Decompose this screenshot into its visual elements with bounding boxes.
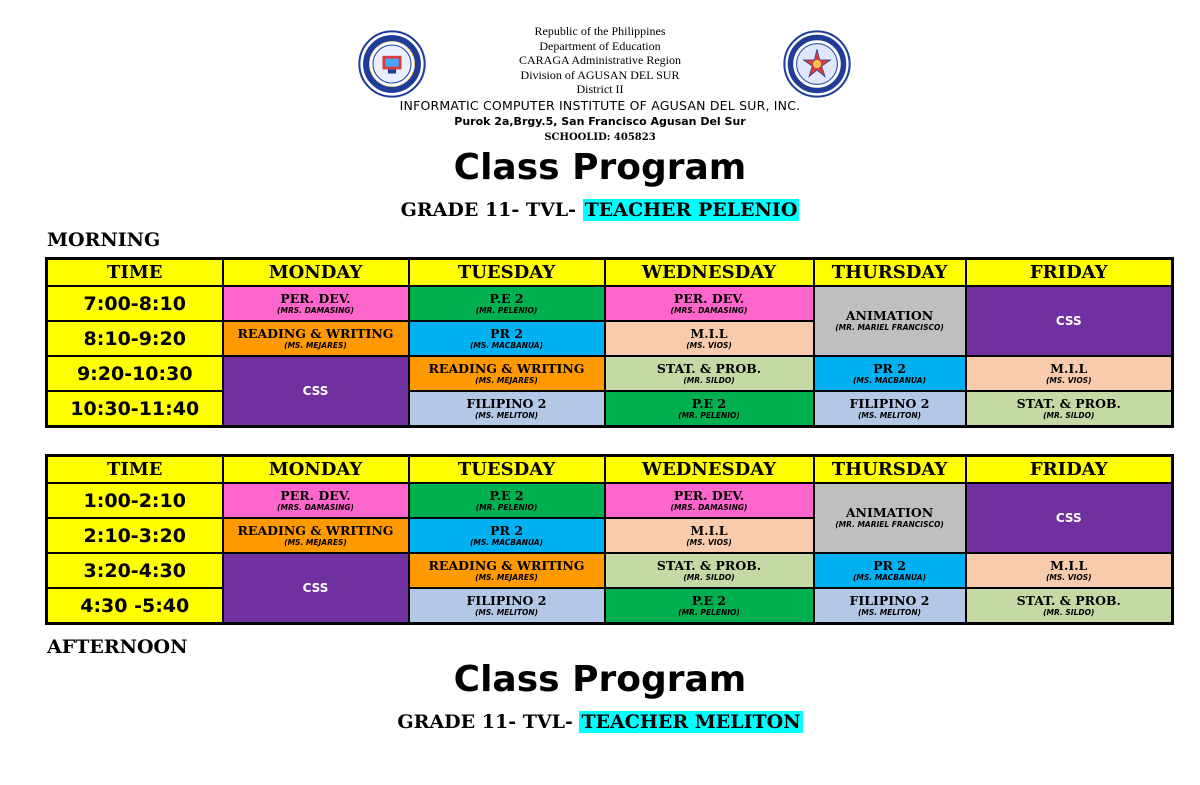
subject-name: CSS — [1055, 314, 1082, 328]
subject-name: FILIPINO 2 — [849, 592, 930, 608]
teacher-name: (MS. MACBANUA) — [852, 375, 927, 385]
table-row — [47, 356, 1173, 391]
subject-name: FILIPINO 2 — [849, 395, 930, 411]
teacher-name: (MS. VIOS) — [1045, 375, 1092, 385]
subject-name: READING & WRITING — [428, 360, 585, 376]
class-cell — [409, 321, 605, 356]
subject-name: STAT. & PROB. — [656, 360, 762, 376]
teacher-name: (MS. MELITON) — [474, 410, 539, 420]
teacher-highlight-2: TEACHER MELITON — [581, 711, 801, 733]
subject-name: M.I.L — [1050, 360, 1088, 376]
col-friday: FRIDAY — [966, 456, 1173, 484]
teacher-name: (MR. PELENIO) — [475, 502, 538, 512]
class-cell — [966, 356, 1173, 391]
subject-name: STAT. & PROB. — [1016, 592, 1121, 608]
subject-name: M.I.L — [1050, 557, 1088, 573]
class-cell — [223, 553, 409, 624]
time-slot: 9:20-10:30 — [47, 356, 223, 391]
col-wednesday: WEDNESDAY — [605, 456, 814, 484]
class-cell — [223, 356, 409, 427]
class-cell — [605, 553, 814, 588]
time-slot: 1:00-2:10 — [47, 483, 223, 518]
header-republic: Republic of the Philippines — [534, 24, 666, 38]
class-cell — [409, 483, 605, 518]
class-cell — [814, 286, 966, 356]
class-cell — [966, 391, 1173, 427]
class-cell — [223, 286, 409, 321]
teacher-highlight: TEACHER PELENIO — [584, 199, 798, 221]
teacher-name: (MS. MELITON) — [857, 410, 922, 420]
class-cell — [814, 588, 966, 624]
teacher-name: (MS. MACBANUA) — [469, 537, 544, 547]
header-district: District II — [576, 82, 624, 96]
class-cell — [814, 553, 966, 588]
subject-name: READING & WRITING — [237, 522, 394, 538]
class-cell — [409, 356, 605, 391]
class-cell — [966, 553, 1173, 588]
time-slot: 4:30 -5:40 — [47, 588, 223, 624]
col-monday: MONDAY — [223, 456, 409, 484]
subject-name: FILIPINO 2 — [466, 395, 547, 411]
teacher-name: (MRS. DAMASING) — [670, 305, 748, 315]
teacher-name: (MR. SILDO) — [1043, 607, 1095, 617]
teacher-name: (MRS. DAMASING) — [277, 502, 354, 512]
subject-name: PR 2 — [873, 557, 906, 573]
subject-name: FILIPINO 2 — [466, 592, 547, 608]
teacher-name: (MS. MELITON) — [474, 607, 539, 617]
col-time: TIME — [47, 259, 223, 287]
class-cell — [966, 588, 1173, 624]
teacher-name: (MR. PELENIO) — [475, 305, 538, 315]
class-cell — [409, 553, 605, 588]
teacher-name: (MR. MARIEL FRANCISCO) — [835, 520, 944, 529]
class-cell — [605, 588, 814, 624]
table-row — [47, 588, 1173, 624]
time-slot: 10:30-11:40 — [47, 391, 223, 427]
teacher-name: (MR. PELENIO) — [678, 410, 740, 420]
afternoon-label: AFTERNOON — [47, 636, 188, 658]
teacher-name: (MS. MEJARES) — [475, 572, 538, 582]
table-header-row — [47, 259, 1173, 287]
afternoon-schedule-table — [45, 454, 1174, 625]
class-cell — [223, 321, 409, 356]
grade-subtitle-2 — [0, 711, 1200, 733]
table-header-row — [47, 456, 1173, 484]
grade-subtitle — [0, 199, 1200, 221]
class-cell — [966, 483, 1173, 553]
subject-name: P.E 2 — [691, 395, 727, 411]
subject-name: M.I.L — [690, 325, 728, 341]
time-slot: 2:10-3:20 — [47, 518, 223, 553]
teacher-name: (MR. MARIEL FRANCISCO) — [835, 323, 944, 332]
class-cell — [223, 483, 409, 518]
time-slot: 8:10-9:20 — [47, 321, 223, 356]
teacher-name: (MS. VIOS) — [1045, 572, 1092, 582]
class-cell — [814, 391, 966, 427]
table-row — [47, 553, 1173, 588]
class-cell — [605, 286, 814, 321]
class-cell — [409, 588, 605, 624]
col-wednesday: WEDNESDAY — [605, 259, 814, 287]
subject-name: P.E 2 — [691, 592, 727, 608]
page-title-2: Class Program — [453, 659, 747, 700]
teacher-name: (MR. PELENIO) — [678, 607, 740, 617]
teacher-name: (MRS. DAMASING) — [277, 305, 354, 315]
subject-name: ANIMATION — [845, 505, 934, 520]
header-division: Division of AGUSAN DEL SUR — [520, 68, 680, 82]
subject-name: PER. DEV. — [280, 487, 351, 503]
col-friday: FRIDAY — [966, 259, 1173, 287]
class-cell — [223, 518, 409, 553]
subject-name: CSS — [1055, 511, 1082, 525]
class-cell — [605, 483, 814, 518]
teacher-name: (MS. MEJARES) — [475, 375, 538, 385]
grade-label-2: GRADE 11- TVL- — [397, 711, 580, 733]
subject-name: M.I.L — [690, 522, 728, 538]
class-cell — [605, 356, 814, 391]
subject-name: CSS — [302, 581, 329, 595]
class-cell — [605, 518, 814, 553]
subject-name: READING & WRITING — [428, 557, 585, 573]
school-id: SCHOOLID: 405823 — [544, 132, 656, 143]
teacher-name: (MS. MEJARES) — [284, 537, 347, 547]
subject-name: PER. DEV. — [280, 290, 351, 306]
subject-name: P.E 2 — [489, 487, 524, 503]
col-thursday: THURSDAY — [814, 456, 966, 484]
header-department: Department of Education — [539, 39, 661, 53]
teacher-name: (MS. MACBANUA) — [852, 572, 927, 582]
col-monday: MONDAY — [223, 259, 409, 287]
teacher-name: (MS. VIOS) — [686, 537, 732, 547]
subject-name: CSS — [302, 384, 329, 398]
subject-name: P.E 2 — [489, 290, 524, 306]
teacher-name: (MRS. DAMASING) — [670, 502, 748, 512]
teacher-name: (MR. SILDO) — [683, 375, 735, 385]
table-row — [47, 286, 1173, 321]
subject-name: PR 2 — [490, 325, 523, 341]
subject-name: READING & WRITING — [237, 325, 394, 341]
school-name: INFORMATIC COMPUTER INSTITUTE OF AGUSAN DEL SUR, INC. — [399, 98, 801, 113]
morning-schedule-table — [45, 257, 1174, 428]
col-thursday: THURSDAY — [814, 259, 966, 287]
time-slot: 7:00-8:10 — [47, 286, 223, 321]
subject-name: PER. DEV. — [673, 290, 745, 306]
subject-name: PR 2 — [490, 522, 523, 538]
subject-name: STAT. & PROB. — [656, 557, 762, 573]
morning-label: MORNING — [47, 229, 161, 251]
teacher-name: (MR. SILDO) — [683, 572, 735, 582]
class-cell — [409, 518, 605, 553]
subject-name: PR 2 — [873, 360, 906, 376]
header-region: CARAGA Administrative Region — [519, 53, 681, 67]
table-row — [47, 391, 1173, 427]
table-row — [47, 483, 1173, 518]
grade-label: GRADE 11- TVL- — [400, 199, 583, 221]
col-tuesday: TUESDAY — [409, 259, 605, 287]
page-title: Class Program — [453, 147, 747, 188]
class-cell — [605, 391, 814, 427]
class-cell — [605, 321, 814, 356]
col-time: TIME — [47, 456, 223, 484]
teacher-name: (MS. MELITON) — [857, 607, 922, 617]
teacher-name: (MS. MACBANUA) — [469, 340, 544, 350]
subject-name: ANIMATION — [845, 308, 934, 323]
subject-name: STAT. & PROB. — [1016, 395, 1121, 411]
class-cell — [966, 286, 1173, 356]
class-cell — [814, 483, 966, 553]
class-cell — [409, 286, 605, 321]
time-slot: 3:20-4:30 — [47, 553, 223, 588]
teacher-name: (MS. MEJARES) — [284, 340, 347, 350]
subject-name: PER. DEV. — [673, 487, 745, 503]
teacher-name: (MR. SILDO) — [1043, 410, 1095, 420]
school-address: Purok 2a,Brgy.5, San Francisco Agusan Del Sur — [454, 115, 746, 128]
col-tuesday: TUESDAY — [409, 456, 605, 484]
class-cell — [409, 391, 605, 427]
class-cell — [814, 356, 966, 391]
teacher-name: (MS. VIOS) — [686, 340, 732, 350]
